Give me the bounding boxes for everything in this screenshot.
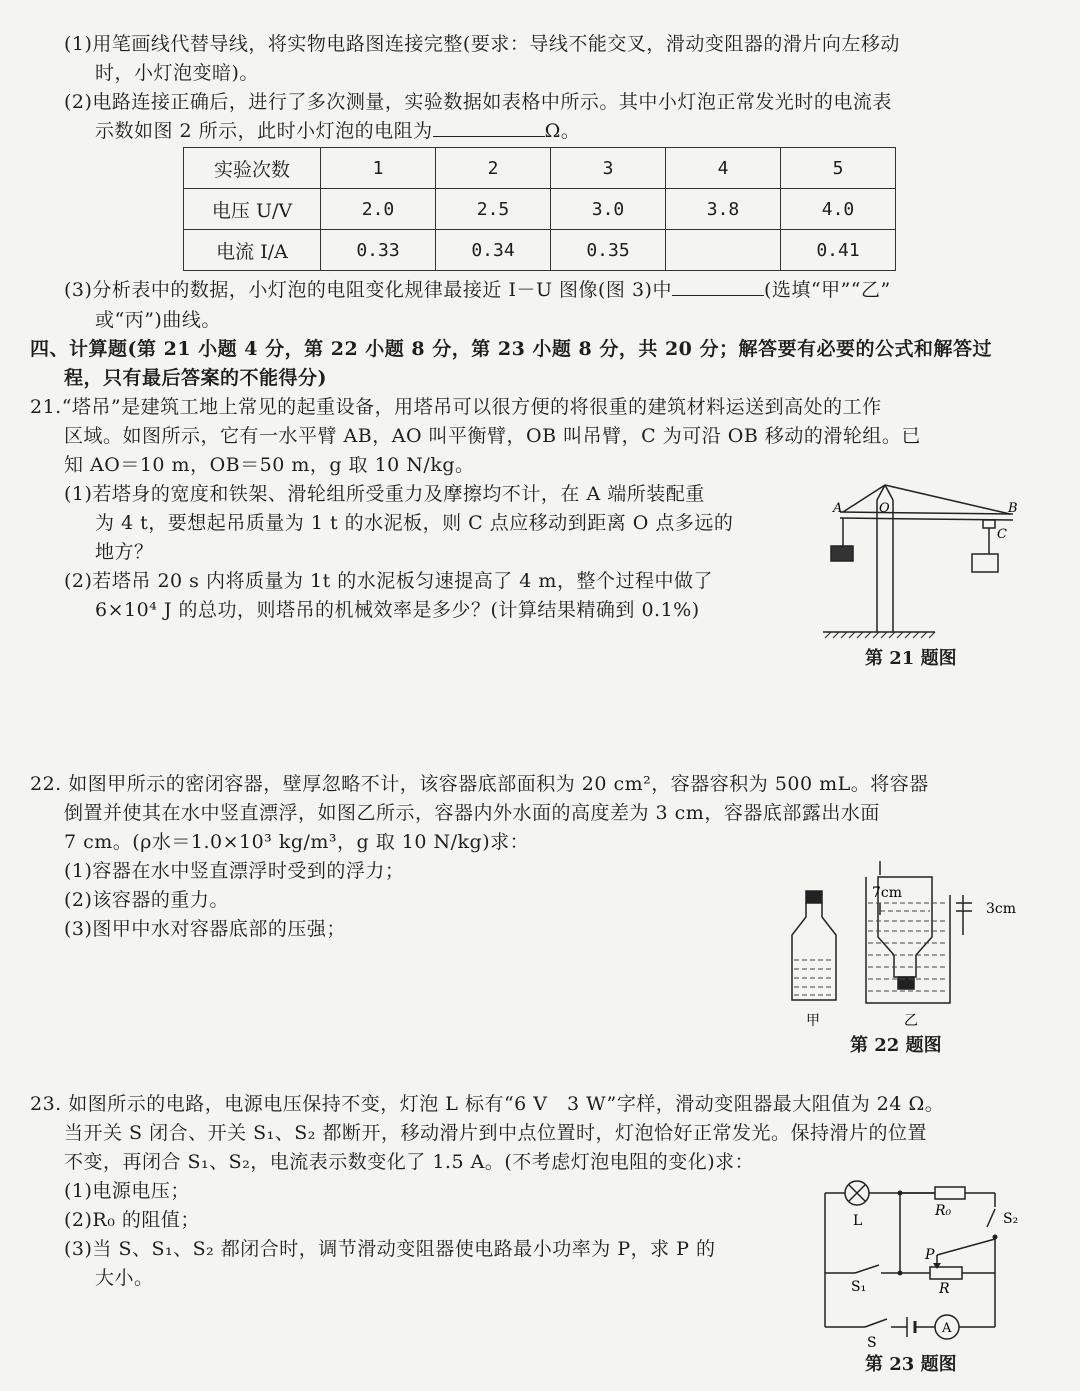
table-cell: 0.41 bbox=[781, 230, 896, 271]
table-cell: 4.0 bbox=[781, 189, 896, 230]
q21-stem-line2: 区域。如图所示，它有一水平臂 AB，AO 叫平衡臂，OB 叫吊臂，C 为可沿 OB 移动的滑轮组。已 bbox=[64, 425, 921, 447]
q20-part3-line1 bbox=[64, 277, 891, 303]
label-S2: S₂ bbox=[1003, 1211, 1019, 1227]
table-cell: 5 bbox=[781, 148, 896, 189]
label-R: R bbox=[939, 1281, 950, 1297]
q23-stem-line3: 不变，再闭合 S₁、S₂，电流表示数变化了 1.5 A。(不考虑灯泡电阻的变化)求： bbox=[64, 1151, 755, 1173]
q23-part2: (2)R₀ 的阻值； bbox=[64, 1209, 200, 1231]
table-cell: 2.0 bbox=[321, 189, 436, 230]
q22-stem-line3: 7 cm。(ρ水＝1.0×10³ kg/m³，g 取 10 N/kg)求： bbox=[64, 831, 530, 853]
q22-part2: (2)该容器的重力。 bbox=[64, 889, 229, 911]
table-cell: 实验次数 bbox=[184, 148, 321, 189]
section-heading-cont: 程，只有最后答案的不能得分) bbox=[64, 367, 327, 389]
q20-part2-text: 示数如图 2 所示，此时小灯泡的电阻为 bbox=[95, 120, 433, 142]
q21-stem-line1: 21.“塔吊”是建筑工地上常见的起重设备，用塔吊可以很方便的将很重的建筑材料运送到高处的工作 bbox=[30, 396, 882, 418]
table-cell: 电流 I/A bbox=[184, 230, 321, 271]
q23-part3-line1: (3)当 S、S₁、S₂ 都闭合时，调节滑动变阻器使电路最小功率为 P，求 P 的 bbox=[64, 1238, 716, 1260]
q21-part1-line3: 地方？ bbox=[95, 541, 154, 563]
q20-part1-line1: (1)用笔画线代替导线，将实物电路图连接完整(要求：导线不能交叉，滑动变阻器的滑片向左移动 bbox=[64, 33, 900, 55]
label-L: L bbox=[853, 1213, 863, 1229]
table-cell: 1 bbox=[321, 148, 436, 189]
answer-blank[interactable] bbox=[672, 277, 764, 296]
label-S1: S₁ bbox=[851, 1279, 867, 1295]
label-C: C bbox=[997, 527, 1007, 542]
q22-part3: (3)图甲中水对容器底部的压强； bbox=[64, 918, 346, 940]
table-cell: 0.33 bbox=[321, 230, 436, 271]
data-table bbox=[183, 147, 896, 271]
label-jia: 甲 bbox=[806, 1013, 820, 1029]
label-O: O bbox=[879, 501, 890, 516]
q21-part1-line2: 为 4 t，要想起吊质量为 1 t 的水泥板，则 C 点应移动到距离 O 点多远的 bbox=[95, 512, 734, 534]
dim-7cm: 7cm bbox=[872, 885, 903, 901]
q21-part1-line1: (1)若塔身的宽度和铁架、滑轮组所受重力及摩擦均不计，在 A 端所装配重 bbox=[64, 483, 705, 505]
label-P: P bbox=[925, 1247, 935, 1263]
q23-part3-line2: 大小。 bbox=[95, 1267, 154, 1289]
label-yi: 乙 bbox=[904, 1013, 918, 1029]
q21-part2-line2: 6×10⁴ J 的总功，则塔吊的机械效率是多少？(计算结果精确到 0.1%) bbox=[95, 599, 700, 621]
figure-caption: 第 22 题图 bbox=[850, 1035, 942, 1056]
label-S: S bbox=[867, 1335, 877, 1351]
table-row bbox=[184, 189, 896, 230]
label-B: B bbox=[1008, 501, 1018, 516]
label-A: A bbox=[833, 501, 843, 516]
q20-part2-line1: (2)电路连接正确后，进行了多次测量，实验数据如表格中所示。其中小灯泡正常发光时的电流表 bbox=[64, 91, 892, 113]
table-cell: 2 bbox=[436, 148, 551, 189]
table-cell: 3.0 bbox=[551, 189, 666, 230]
q21-stem-line3: 知 AO＝10 m，OB＝50 m，g 取 10 N/kg。 bbox=[64, 454, 475, 476]
table-cell: 3 bbox=[551, 148, 666, 189]
q20-part3-options: (选填“甲”“乙” bbox=[763, 279, 891, 301]
table-cell: 电压 U/V bbox=[184, 189, 321, 230]
section-heading: 四、计算题(第 21 小题 4 分，第 22 小题 8 分，第 23 小题 8 分，共 20 分；解答要有必要的公式和解答过 bbox=[30, 338, 993, 360]
table-cell: 2.5 bbox=[436, 189, 551, 230]
q20-part1-line2: 时，小灯泡变暗)。 bbox=[95, 62, 259, 84]
label-R0: R₀ bbox=[935, 1203, 952, 1219]
q20-part2-line2 bbox=[95, 118, 580, 144]
circuit-figure bbox=[815, 1175, 1030, 1355]
q23-stem-line2: 当开关 S 闭合、开关 S₁、S₂ 都断开，移动滑片到中点位置时，灯泡恰好正常发光。保持滑片的位置 bbox=[64, 1122, 927, 1144]
table-cell-empty[interactable] bbox=[666, 230, 781, 271]
q20-part3-line2: 或“丙”)曲线。 bbox=[95, 309, 221, 331]
figure-caption: 第 23 题图 bbox=[865, 1354, 957, 1375]
dim-3cm: 3cm bbox=[986, 901, 1017, 917]
q22-part1: (1)容器在水中竖直漂浮时受到的浮力； bbox=[64, 860, 405, 882]
table-cell: 0.35 bbox=[551, 230, 666, 271]
tower-crane-figure bbox=[815, 470, 1035, 645]
answer-blank[interactable] bbox=[433, 118, 545, 137]
figure-caption: 第 21 题图 bbox=[865, 648, 957, 669]
ammeter-label: A bbox=[942, 1321, 952, 1336]
table-cell: 3.8 bbox=[666, 189, 781, 230]
q22-stem-line1: 22. 如图甲所示的密闭容器，壁厚忽略不计，该容器底部面积为 20 cm²，容器容积为 500 mL。将容器 bbox=[30, 773, 929, 795]
q20-part3-text: (3)分析表中的数据，小灯泡的电阻变化规律最接近 I－U 图像(图 3)中 bbox=[64, 279, 672, 301]
table-cell: 0.34 bbox=[436, 230, 551, 271]
container-figure bbox=[780, 855, 1040, 1030]
table-row bbox=[184, 148, 896, 189]
q21-part2-line1: (2)若塔吊 20 s 内将质量为 1t 的水泥板匀速提高了 4 m，整个过程中做了 bbox=[64, 570, 713, 592]
q23-part1: (1)电源电压； bbox=[64, 1180, 190, 1202]
q20-part2-unit: Ω。 bbox=[544, 120, 581, 142]
q23-stem-line1: 23. 如图所示的电路，电源电压保持不变，灯泡 L 标有“6 V 3 W”字样，滑动变阻器最大阻值为 24 Ω。 bbox=[30, 1093, 945, 1115]
table-row bbox=[184, 230, 896, 271]
table-cell: 4 bbox=[666, 148, 781, 189]
q22-stem-line2: 倒置并使其在水中竖直漂浮，如图乙所示，容器内外水面的高度差为 3 cm，容器底部露出水面 bbox=[64, 802, 880, 824]
